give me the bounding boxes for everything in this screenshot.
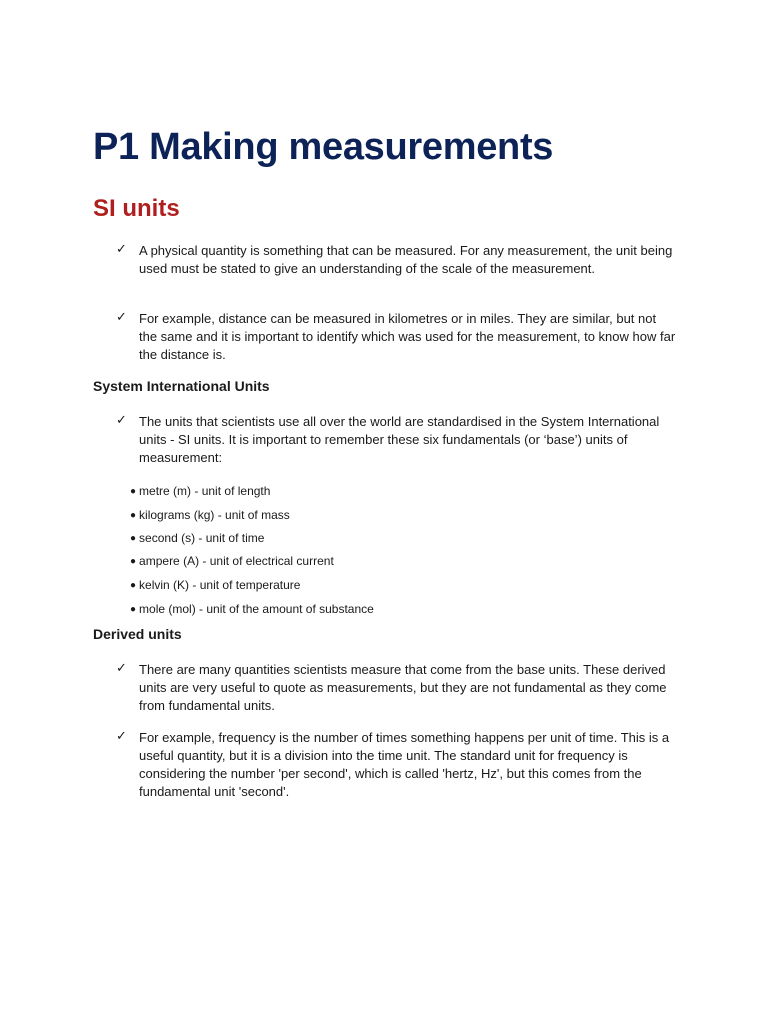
heading-derived-units: Derived units — [93, 626, 182, 642]
derived-point-1 — [116, 661, 676, 715]
system-international-point — [116, 413, 676, 467]
checkmark-icon: ✓ — [116, 729, 127, 744]
checkmark-icon: ✓ — [116, 310, 127, 325]
bullet-icon: ● — [130, 604, 137, 615]
checkmark-icon: ✓ — [116, 661, 127, 676]
checkmark-icon: ✓ — [116, 413, 127, 428]
base-unit-label: kelvin (K) - unit of temperature — [139, 578, 301, 592]
base-unit-item — [130, 553, 334, 570]
bullet-icon: ● — [130, 510, 137, 521]
si-point-1-text: A physical quantity is something that can be measured. For any measurement, the unit being used must be stated to give an understanding of the scale of the measurement. — [139, 243, 673, 276]
bullet-icon: ● — [130, 533, 137, 544]
si-point-2-text: For example, distance can be measured in kilometres or in miles. They are similar, but not the same and it is important to identify which was used for the measurement, to know how far the distance is. — [139, 311, 676, 362]
derived-point-2-text: For example, frequency is the number of times something happens per unit of time. This is a useful quantity, but it is a division into the time unit. The standard unit for frequency is considering the number 'per second', which is called 'hertz, Hz', but this comes from the fundamental unit 'second'. — [139, 730, 670, 799]
base-unit-item — [130, 483, 270, 500]
base-unit-label: kilograms (kg) - unit of mass — [139, 508, 290, 522]
page-title: P1 Making measurements — [93, 126, 554, 168]
si-point-1 — [116, 242, 676, 278]
base-unit-label: metre (m) - unit of length — [139, 484, 271, 498]
bullet-icon: ● — [130, 556, 137, 567]
base-unit-label: mole (mol) - unit of the amount of substance — [139, 602, 374, 616]
base-unit-item — [130, 530, 264, 547]
base-unit-item — [130, 577, 300, 594]
base-unit-label: ampere (A) - unit of electrical current — [139, 554, 334, 568]
base-unit-label: second (s) - unit of time — [139, 531, 265, 545]
system-international-point-text: The units that scientists use all over the world are standardised in the System International units - SI units. It is important to remember these six fundamentals (or ‘base’) units of measurement: — [139, 414, 660, 465]
base-unit-item — [130, 601, 374, 618]
si-point-2 — [116, 310, 676, 364]
bullet-icon: ● — [130, 486, 137, 497]
checkmark-icon: ✓ — [116, 242, 127, 257]
bullet-icon: ● — [130, 580, 137, 591]
derived-point-1-text: There are many quantities scientists measure that come from the base units. These derived units are very useful to quote as measurements, but they are not fundamental as they come from fundamental units. — [139, 662, 667, 713]
section-title-si-units: SI units — [93, 195, 180, 222]
heading-system-international-units: System International Units — [93, 378, 270, 394]
derived-point-2 — [116, 729, 676, 801]
base-unit-item — [130, 507, 290, 524]
